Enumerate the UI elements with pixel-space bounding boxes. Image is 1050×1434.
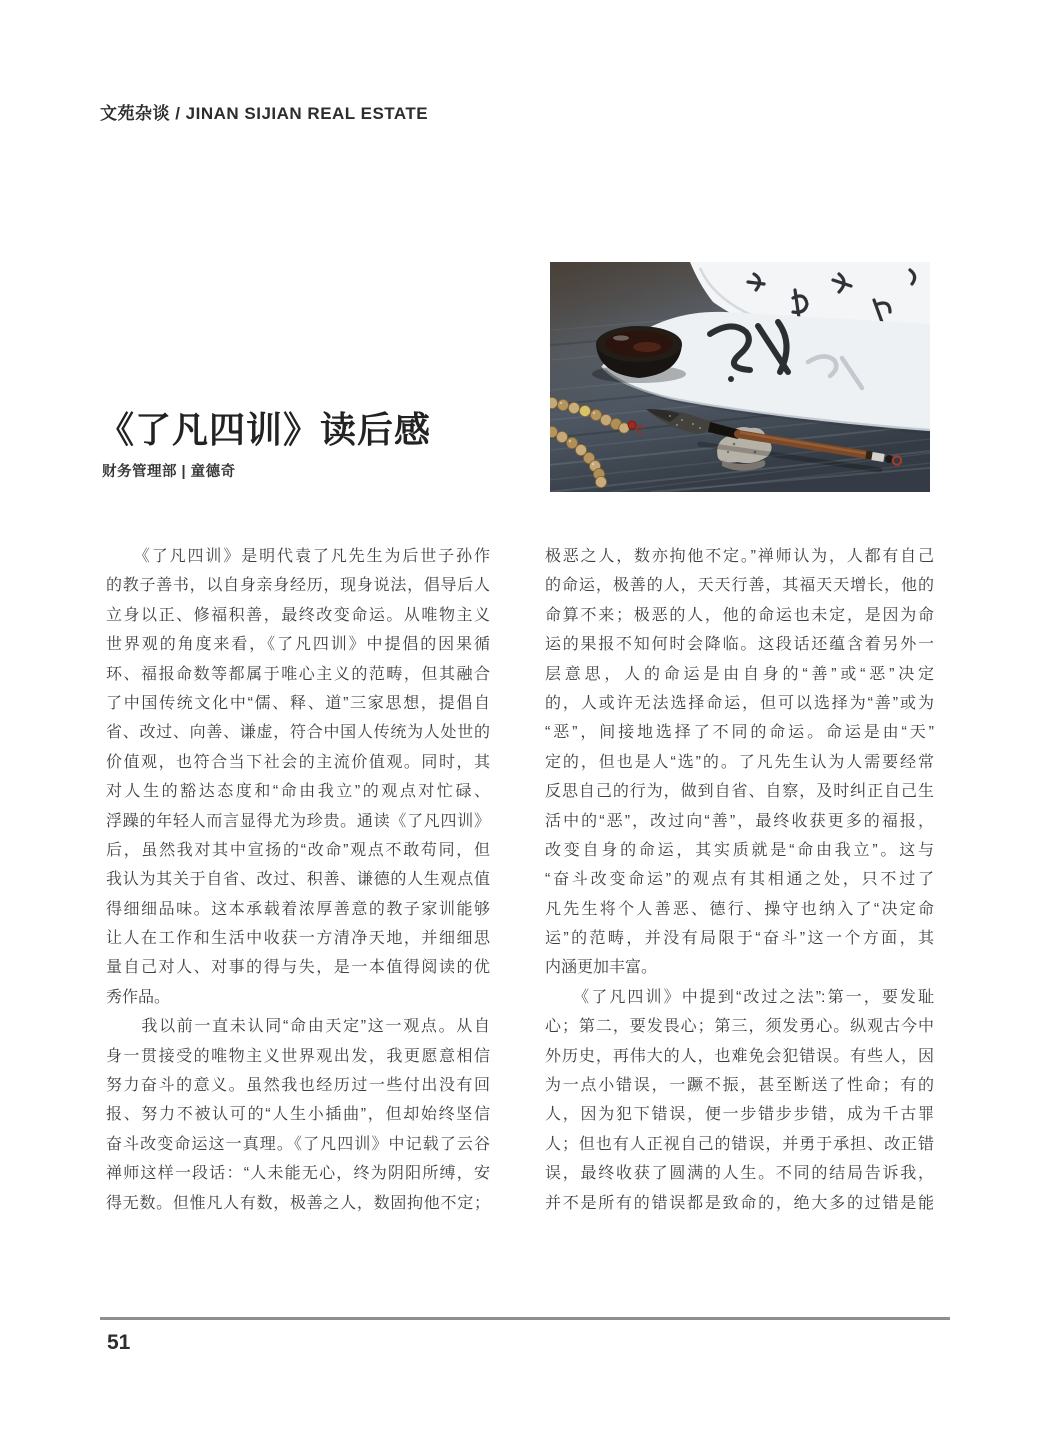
text-line: 浮躁的年轻人而言显得尤为珍贵。通读《了凡四训》	[106, 812, 490, 830]
article-photo	[550, 262, 930, 492]
page-title: 《了凡四训》读后感	[98, 409, 432, 451]
text-line: 运”的范畴，并没有局限于“奋斗”这一个方面，其	[545, 930, 934, 948]
text-line: 了中国传统文化中“儒、释、道”三家思想，提倡自	[106, 694, 490, 712]
text-line: 命算不来；极恶的人，他的命运也未定，是因为命	[545, 606, 934, 624]
text-line: “奋斗改变命运”的观点有其相通之处，只不过了	[545, 871, 934, 889]
text-line: 的，人或许无法选择命运，但可以选择为“善”或为	[545, 694, 934, 712]
text-line: 秀作品。	[106, 988, 171, 1006]
text-line: 报、努力不被认可的“人生小插曲”，但却始终坚信	[106, 1106, 490, 1124]
text-line: 量自己对人、对事的得与失，是一本值得阅读的优	[106, 959, 490, 977]
text-line: 改变自身的命运，其实质就是“命由我立”。这与	[545, 841, 934, 859]
page-number: 51	[107, 1331, 131, 1354]
text-line: 身一贯接受的唯物主义世界观出发，我更愿意相信	[106, 1047, 490, 1065]
body-column-left	[106, 542, 490, 1218]
text-line: 价值观，也符合当下社会的主流价值观。同时，其	[106, 753, 490, 771]
red-accent-bead	[628, 421, 636, 429]
body-column-right	[545, 542, 934, 1218]
text-line: 心；第二，要发畏心；第三，须发勇心。纵观古今中	[545, 1018, 934, 1036]
text-line: 运的果报不知何时会降临。这段话还蕴含着另外一	[545, 636, 934, 654]
text-line: 《了凡四训》是明代袁了凡先生为后世子孙作	[106, 548, 490, 565]
text-line: 我认为其关于自省、改过、积善、谦德的人生观点值	[106, 871, 490, 889]
text-line: 反思自己的行为，做到自省、自察，及时纠正自己生	[545, 783, 934, 801]
text-line: 人，因为犯下错误，便一步错步步错，成为千古罪	[545, 1106, 934, 1124]
text-line: 立身以正、修福积善，最终改变命运。从唯物主义	[106, 606, 490, 624]
text-line: 凡先生将个人善恶、德行、操守也纳入了“决定命	[545, 900, 934, 918]
text-line: 得细细品味。这本承载着浓厚善意的教子家训能够	[106, 900, 490, 918]
footer-divider	[100, 1317, 950, 1320]
text-line: 内涵更加丰富。	[545, 959, 658, 977]
text-line: 省、改过、向善、谦虚，符合中国人传统为人处世的	[106, 724, 490, 742]
text-line: 为一点小错误，一蹶不振，甚至断送了性命；有的	[545, 1077, 934, 1095]
text-line: 的命运，极善的人，天天行善，其福天天增长，他的	[545, 577, 934, 595]
text-line: 得无数。但惟凡人有数，极善之人，数固拘他不定；	[106, 1194, 490, 1212]
text-line: 对人生的豁达态度和“命由我立”的观点对忙碌、	[106, 783, 490, 801]
text-line: 人；但也有人正视自己的错误，并勇于承担、改正错	[545, 1135, 934, 1153]
text-line: 误，最终收获了圆满的人生。不同的结局告诉我，	[545, 1165, 934, 1183]
text-line: “恶”，间接地选择了不同的命运。命运是由“天”	[545, 724, 934, 742]
text-line: 努力奋斗的意义。虽然我也经历过一些付出没有回	[106, 1077, 490, 1095]
text-line: 外历史，再伟大的人，也难免会犯错误。有些人，因	[545, 1047, 934, 1065]
text-line: 世界观的角度来看，《了凡四训》中提倡的因果循	[106, 636, 490, 654]
article-byline: 财务管理部 | 童德奇	[102, 464, 236, 480]
text-line: 极恶之人，数亦拘他不定。”禅师认为，人都有自己	[545, 548, 934, 565]
text-line: 后，虽然我对其中宣扬的“改命”观点不敢苟同，但	[106, 841, 490, 859]
text-line: 禅师这样一段话：“人未能无心，终为阴阳所缚，安	[106, 1165, 490, 1183]
text-line: 活中的“恶”，改过向“善”，最终收获更多的福报，	[545, 812, 934, 830]
text-line: 的教子善书，以自身亲身经历，现身说法，倡导后人	[106, 577, 490, 595]
text-line: 环、福报命数等都属于唯心主义的范畴，但其融合	[106, 665, 490, 683]
text-line: 层意思，人的命运是由自身的“善”或“恶”决定	[545, 665, 934, 683]
section-header: 文苑杂谈 / JINAN SIJIAN REAL ESTATE	[100, 104, 429, 123]
text-line: 并不是所有的错误都是致命的，绝大多的过错是能	[545, 1194, 934, 1212]
text-line: 奋斗改变命运这一真理。《了凡四训》中记载了云谷	[106, 1135, 490, 1153]
text-line: 《了凡四训》中提到“改过之法”:第一，要发耻	[545, 988, 934, 1006]
text-line: 定的，但也是人“选”的。了凡先生认为人需要经常	[545, 753, 934, 771]
text-line: 让人在工作和生活中收获一方清净天地，并细细思	[106, 930, 490, 948]
text-line: 我以前一直未认同“命由天定”这一观点。从自	[106, 1018, 490, 1036]
ink-bowl	[592, 326, 686, 383]
